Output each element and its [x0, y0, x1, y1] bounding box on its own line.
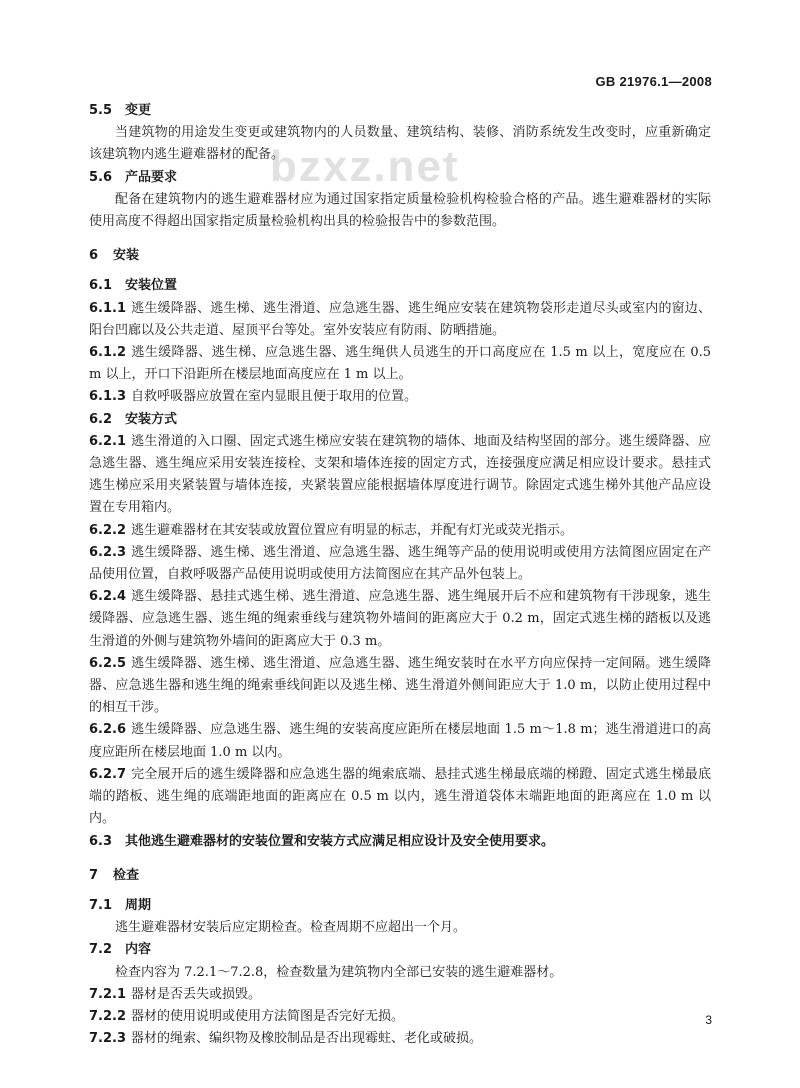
chapter-title: 检查 [113, 867, 140, 883]
section-6-3-heading [89, 831, 711, 853]
clause-number: 6.1.2 [89, 345, 127, 361]
section-title: 内容 [125, 942, 152, 958]
chapter-7-heading [89, 865, 711, 887]
section-title: 产品要求 [125, 169, 178, 185]
section-title: 其他逃生避难器材的安装位置和安装方式应满足相应设计及安全使用要求。 [125, 833, 555, 849]
clause-6-1-1 [89, 298, 711, 342]
clause-text: 逃生缓降器、应急逃生器、逃生绳的安装高度应距所在楼层地面 1.5 m～1.8 m；逃生滑道进口的高度应距所在楼层地面 1.0 m 以内。 [89, 722, 711, 760]
clause-7-2-3 [89, 1028, 711, 1050]
section-number: 6.2 [89, 411, 113, 427]
chapter-number: 7 [89, 867, 99, 883]
section-title: 安装方式 [125, 411, 178, 427]
clause-text: 逃生缓降器、逃生梯、应急逃生器、逃生绳供人员逃生的开口高度应在 1.5 m 以上，宽度应在 0.5 m 以上，开口下沿距所在楼层地面高度应在 1 m 以上。 [89, 345, 711, 383]
clause-text: 逃生滑道的入口圈、固定式逃生梯应安装在建筑物的墙体、地面及结构坚固的部分。逃生缓降器、应急逃生器、逃生绳应采用安装连接栓、支架和墙体连接的固定方式，连接强度应满足相应设计要求。悬挂式逃生梯应采用夹紧装置与墙体连接，夹紧装置应能根据墙体厚度进行调节。除固定式逃生梯外其他产品应设置在专用箱内。 [89, 433, 711, 516]
section-title: 周期 [125, 897, 152, 913]
section-title: 变更 [125, 103, 152, 118]
clause-6-2-6 [89, 719, 711, 763]
clause-6-2-1 [89, 431, 711, 520]
chapter-number: 6 [89, 248, 99, 264]
section-5-5-heading [89, 100, 711, 122]
clause-7-2-1 [89, 984, 711, 1006]
chapter-6-heading [89, 245, 711, 267]
section-7-2-text: 检查内容为 7.2.1～7.2.8，检查数量为建筑物内全部已安装的逃生避难器材。 [115, 964, 563, 980]
section-5-6-text: 配备在建筑物内的逃生避难器材应为通过国家指定质量检验机构检验合格的产品。逃生避难器材的实际使用高度不得超出国家指定质量检验机构出具的检验报告中的参数范围。 [89, 191, 711, 230]
clause-text: 器材是否丢失或损毁。 [131, 986, 262, 1002]
clause-text: 器材的绳索、编织物及橡胶制品是否出现霉蛀、老化或破损。 [131, 1031, 483, 1047]
section-number: 5.5 [89, 103, 113, 118]
clause-6-2-3 [89, 542, 711, 586]
section-6-1-heading [89, 275, 711, 297]
clause-6-1-3 [89, 386, 711, 408]
section-5-6-heading [89, 167, 711, 189]
section-number: 7.2 [89, 942, 113, 958]
clause-number: 7.2.2 [89, 1008, 127, 1024]
clause-6-1-2 [89, 342, 711, 386]
section-title: 安装位置 [125, 278, 178, 294]
section-7-2-heading [89, 939, 711, 961]
standard-code: GB 21976.1—2008 [595, 74, 712, 89]
clause-6-2-5 [89, 653, 711, 720]
section-number: 5.6 [89, 169, 113, 185]
clause-number: 6.2.3 [89, 544, 127, 560]
clause-text: 逃生缓降器、悬挂式逃生梯、逃生滑道、应急逃生器、逃生绳展开后不应和建筑物有干涉现象，逃生缓降器、应急逃生器、逃生绳的绳索垂线与建筑物外墙间的距离应大于 0.2 m，固定式逃生梯的踏板以及逃生滑道的外侧与建筑物外墙间的距离应大于 0.3 m。 [89, 589, 711, 649]
clause-number: 6.2.6 [89, 722, 127, 738]
clause-text: 逃生缓降器、逃生梯、逃生滑道、应急逃生器、逃生绳等产品的使用说明或使用方法简图应固定在产品使用位置，自救呼吸器产品使用说明或使用方法简图应在其产品外包装上。 [89, 544, 711, 583]
clause-number: 6.2.7 [89, 766, 127, 782]
clause-6-2-4 [89, 586, 711, 653]
page-content [89, 100, 711, 1050]
clause-number: 6.1.1 [89, 300, 127, 316]
clause-text: 逃生避难器材在其安装或放置位置应有明显的标志，并配有灯光或荧光指示。 [131, 522, 574, 538]
clause-text: 器材的使用说明或使用方法简图是否完好无损。 [131, 1008, 405, 1024]
clause-number: 7.2.3 [89, 1031, 127, 1047]
section-number: 6.1 [89, 278, 113, 294]
section-7-1-text: 逃生避难器材安装后应定期检查。检查周期不应超出一个月。 [115, 920, 467, 936]
clause-text: 逃生缓降器、逃生梯、逃生滑道、应急逃生器、逃生绳应安装在建筑物袋形走道尽头或室内的窗边、阳台凹廊以及公共走道、屋顶平台等处。室外安装应有防雨、防晒措施。 [89, 300, 711, 338]
watermark: bzxz.net [270, 142, 460, 191]
clause-text: 逃生缓降器、逃生梯、逃生滑道、应急逃生器、逃生绳安装时在水平方向应保持一定间隔。逃生缓降器、应急逃生器和逃生绳的绳索垂线间距以及逃生梯、逃生滑道外侧间距应大于 1.0 m，以防止使用过程中的相互干涉。 [89, 655, 711, 716]
section-5-5-text: 当建筑物的用途发生变更或建筑物内的人员数量、建筑结构、装修、消防系统发生改变时，应重新确定该建筑物内逃生避难器材的配备。 [89, 125, 711, 163]
clause-7-2-2 [89, 1006, 711, 1028]
clause-text: 自救呼吸器应放置在室内显眼且便于取用的位置。 [131, 389, 418, 405]
clause-6-2-7 [89, 764, 711, 831]
clause-number: 6.2.2 [89, 522, 127, 538]
section-7-1-heading [89, 895, 711, 917]
clause-number: 6.2.1 [89, 433, 127, 449]
section-6-2-heading [89, 409, 711, 431]
section-number: 6.3 [89, 833, 113, 849]
section-number: 7.1 [89, 897, 113, 913]
page-number: 3 [705, 1013, 712, 1027]
clause-number: 7.2.1 [89, 986, 127, 1002]
clause-number: 6.2.4 [89, 589, 127, 605]
clause-number: 6.2.5 [89, 655, 127, 671]
chapter-title: 安装 [113, 248, 140, 264]
clause-number: 6.1.3 [89, 389, 127, 405]
clause-text: 完全展开后的逃生缓降器和应急逃生器的绳索底端、悬挂式逃生梯最底端的梯蹬、固定式逃生梯最底端的踏板、逃生绳的底端距地面的距离应在 0.5 m 以内，逃生滑道袋体末端距地面的距离应在 1.0 m 以内。 [89, 766, 711, 827]
clause-6-2-2 [89, 520, 711, 542]
